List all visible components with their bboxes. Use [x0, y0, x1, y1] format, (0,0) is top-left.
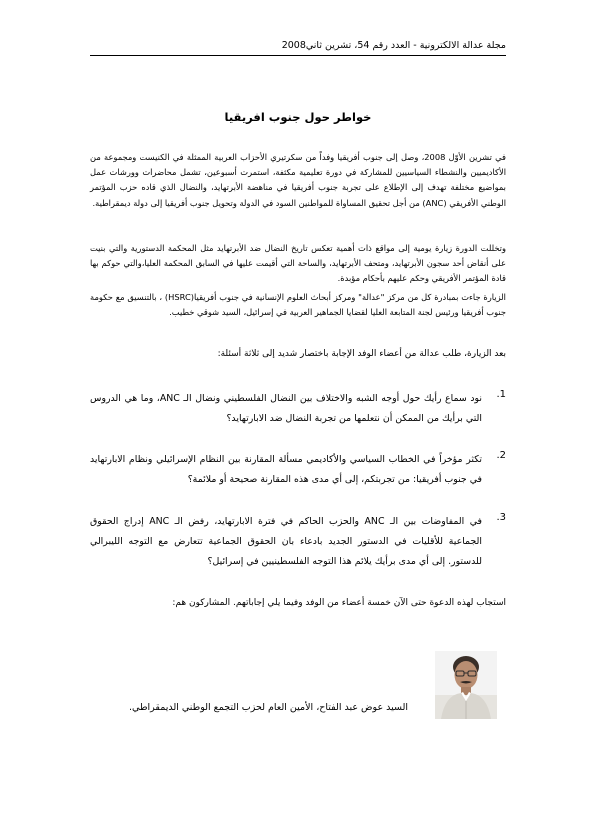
participant-photo [435, 651, 497, 719]
article-title: خواطر حول جنوب افريقيا [224, 110, 372, 124]
closing-line: استجاب لهذه الدعوة حتى الآن خمسة أعضاء من الوفد وفيما يلي إجاباتهم. المشاركون هم: [172, 598, 506, 608]
question-text: تكثر مؤخراً في الخطاب السياسي والأكاديمي مسألة المقارنة بين النظام الإسرائيلي ونظام الابارتهايد في جنوب أفريقيا: من تجربتكم، إلى أي مدى هذه المقارنة صحيحة أو ملائمة؟ [90, 454, 482, 485]
question-number: 3. [496, 512, 506, 523]
journal-header: مجلة عدالة الالكترونية - العدد رقم 54، تشرين ثاني2008 [281, 40, 506, 51]
paragraph-3: الزيارة جاءت بمبادرة كل من مركز "عدالة" ومركز أبحاث العلوم الإنسانية في جنوب أفريقيا(HSRC) ، بالتنسيق مع حكومة جنوب أفريقيا ورئيس لجنة المتابعة العليا لقضايا الجماهير العربية في إسرائيل، السيد شوقي خطيب. [90, 292, 506, 318]
question-text: في المفاوضات بين الـ ANC والحزب الحاكم في فترة الابارتهايد، رفض الـ ANC إدراج الحقوق الجماعية للأقليات في الدستور الجديد بادعاء بان الحقوق الجماعية تتعارض مع التوجه الليبرالي للدستور. إلى أي مدى برأيك يلائم هذا التوجه الفلسطينيين في إسرائيل؟ [90, 516, 482, 567]
paragraph-2: وتخللت الدورة زيارة يومية إلى مواقع ذات أهمية تعكس تاريخ النضال ضد الأبرتهايد مثل المحكمة الدستورية والتي بنيت على أنقاض أحد سجون الأبرتهايد، ومتحف الأبرتهايد، والساحة التي أقيمت عليها في السابق المحكمة العليا،والتي حوكم بها قادة المؤتمر الأفريقي وحكم عليهم بأحكام مؤبدة. [90, 243, 506, 284]
header-rule [90, 55, 506, 56]
questions-intro: بعد الزيارة، طلب عدالة من أعضاء الوفد الإجابة باختصار شديد إلى ثلاثة أسئلة: [217, 349, 506, 359]
participant-caption: السيد عوض عبد الفتاح، الأمين العام لحزب التجمع الوطني الديمقراطي. [129, 702, 408, 713]
question-3 [90, 512, 506, 576]
question-2 [90, 450, 506, 494]
question-number: 1. [496, 389, 506, 400]
question-text: نود سماع رأيك حول أوجه الشبه والاختلاف بين النضال الفلسطيني ونضال الـ ANC، وما هي الدروس التي برأيك من الممكن أن نتعلمها من تجربة النضال ضد الابارتهايد؟ [90, 393, 482, 424]
paragraph-1: في تشرين الأوّل 2008، وصل إلى جنوب أفريقيا وفداً من سكرتيري الأحزاب العربية الممثلة في الكنيست ومجموعة من الأكاديميين والنشطاء السياسيين للمشاركة في دورة تعليمية مكثفة، استمرت أسبوعين، تشمل محاضرات وورشات عمل بمواضيع مختلفة تهدف إلى الإطلاع على تجربة جنوب أفريقيا في مناهضة الأبرتهايد، والنضال الذي قاده حزب المؤتمر الوطني الأفريقي (ANC) من أجل تحقيق المساواة للمواطنين السود في الدولة وتحويل جنوب أفريقيا إلى دولة ديمقراطية. [90, 152, 507, 208]
question-1 [90, 389, 506, 433]
question-number: 2. [496, 450, 506, 461]
